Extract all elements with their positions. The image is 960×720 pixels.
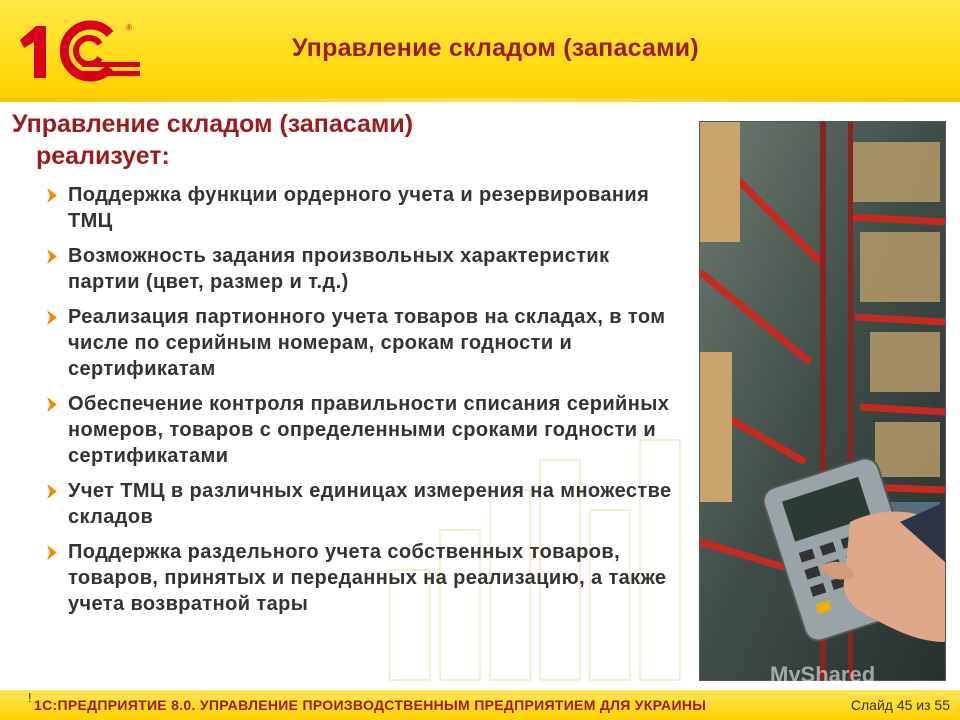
list-item-text: Возможность задания произвольных характеристик партии (цвет, размер и т.д.) [68,245,610,293]
warehouse-scanner-photo-icon [700,122,945,680]
list-item-text: Реализация партионного учета товаров на складах, в том числе по серийным номерам, срокам годности и сертификатам [68,306,666,380]
section-heading [12,108,572,172]
footer-caption: 1С:ПРЕДПРИЯТИЕ 8.0. УПРАВЛЕНИЕ ПРОИЗВОДСТВЕННЫМ ПРЕДПРИЯТИЕМ ДЛЯ УКРАИНЫ [34,697,707,713]
list-item [44,391,684,469]
list-item-text: Поддержка раздельного учета собственных товаров, товаров, принятых и переданных на реализацию, а также учета возвратной тары [68,541,667,615]
list-item-text: Поддержка функции ордерного учета и резервирования ТМЦ [68,184,650,232]
1c-logo-icon [14,18,144,84]
bullet-arrow-icon [46,397,58,412]
warehouse-photo [699,121,946,681]
section-heading-line1: Управление складом (запасами) [12,110,414,138]
bullet-arrow-icon [46,484,58,499]
list-item [44,243,684,295]
list-item [44,304,684,382]
bullet-arrow-icon [46,249,58,264]
section-heading-line2: реализует: [36,142,170,170]
slide-number: Слайд 45 из 55 [850,697,950,713]
list-item-text: Учет ТМЦ в различных единицах измерения на множестве складов [68,480,672,528]
footer-mark: ! [28,690,32,705]
list-item [44,478,684,530]
list-item [44,539,684,617]
svg-text:®: ® [126,23,132,32]
bullet-arrow-icon [46,545,58,560]
feature-list [44,182,684,626]
bullet-arrow-icon [46,188,58,203]
page-title: Управление складом (запасами) [292,34,699,62]
header-divider [0,98,960,102]
list-item-text: Обеспечение контроля правильности списания серийных номеров, товаров с определенными сроками годности и сертификатами [68,393,670,467]
watermark-text: MyShared [770,662,876,687]
bullet-arrow-icon [46,310,58,325]
list-item [44,182,684,234]
